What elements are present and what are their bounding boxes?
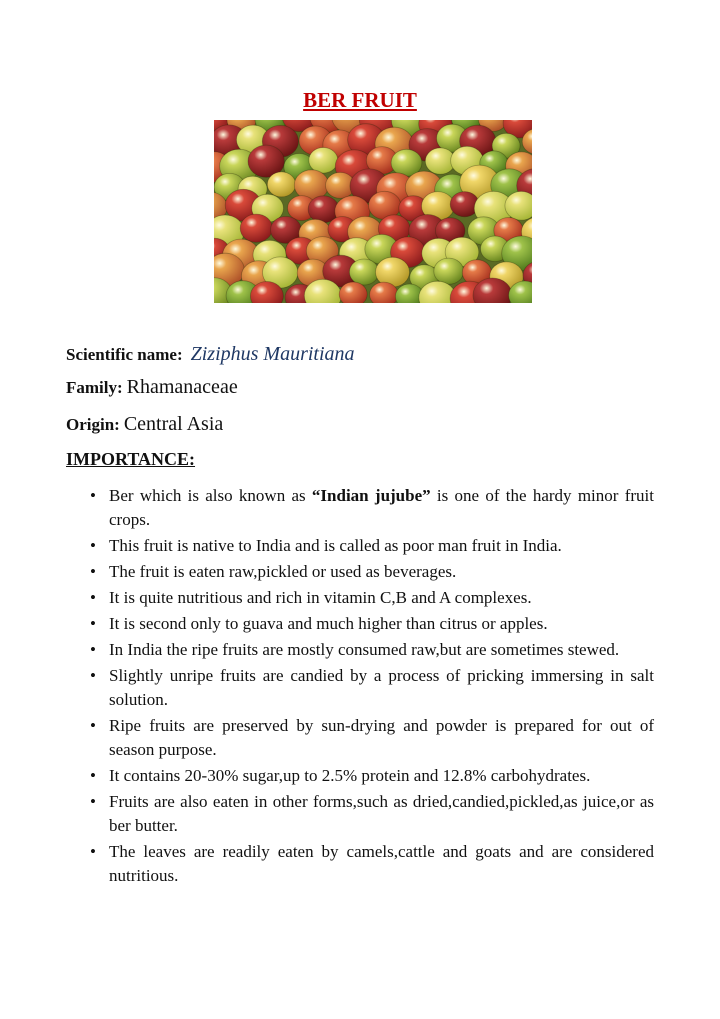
bullet-icon: • [90, 842, 96, 861]
scientific-name-label: Scientific name: [66, 345, 183, 364]
family-row [66, 376, 238, 399]
list-item: • Ripe fruits are preserved by sun-drying and powder is prepared for out of season purpose. [90, 716, 654, 759]
list-item: • In India the ripe fruits are mostly consumed raw,but are sometimes stewed. [90, 638, 654, 662]
fruit-shape [349, 259, 378, 285]
ber-fruit-photo [214, 120, 532, 303]
list-item: • Fruits are also eaten in other forms,such as dried,candied,pickled,as juice,or as ber butter. [90, 792, 654, 835]
bullet-icon: • [90, 666, 96, 685]
fruit-pile-image [214, 120, 532, 303]
bullet-icon: • [90, 562, 96, 581]
origin-value: Central Asia [123, 413, 224, 435]
page-title: BER FRUIT [303, 88, 417, 112]
list-item: • It is second only to guava and much higher than citrus or apples. [90, 612, 654, 636]
fruit-shape [370, 282, 398, 303]
list-item: • The leaves are readily eaten by camels,cattle and goats and are considered nutritious. [90, 842, 654, 885]
origin-row [66, 413, 223, 436]
list-item: • It contains 20-30% sugar,up to 2.5% protein and 12.8% carbohydrates. [90, 764, 654, 788]
list-item: • The fruit is eaten raw,pickled or used as beverages. [90, 560, 654, 584]
family-value: Rhamanaceae [126, 376, 238, 398]
list-item: • Slightly unripe fruits are candied by a process of pricking immersing in salt solution. [90, 666, 654, 709]
fruit-shape [267, 172, 295, 197]
list-item: • It is quite nutritious and rich in vitamin C,B and A complexes. [90, 586, 654, 610]
bullet-icon: • [90, 486, 96, 505]
scientific-name-row [66, 343, 355, 366]
fruit-shape [240, 214, 272, 242]
importance-heading: IMPORTANCE: [66, 449, 196, 469]
fruit-shape [309, 148, 338, 174]
importance-list [90, 484, 654, 890]
bullet-icon: • [90, 588, 96, 607]
fruit-shape [434, 258, 464, 284]
origin-label: Origin: [66, 415, 120, 434]
bullet-icon: • [90, 614, 96, 633]
bullet-icon: • [90, 640, 96, 659]
list-item: • Ber which is also known as “Indian jujube” is one of the hardy minor fruit crops. [90, 486, 654, 529]
bullet-icon: • [90, 792, 96, 811]
scientific-name-value: Ziziphus Mauritiana [190, 343, 355, 365]
list-item: • This fruit is native to India and is called as poor man fruit in India. [90, 534, 654, 558]
bullet-icon: • [90, 766, 96, 785]
bullet-icon: • [90, 536, 96, 555]
fruit-shape [339, 282, 367, 303]
bullet-icon: • [90, 716, 96, 735]
family-label: Family: [66, 378, 123, 397]
